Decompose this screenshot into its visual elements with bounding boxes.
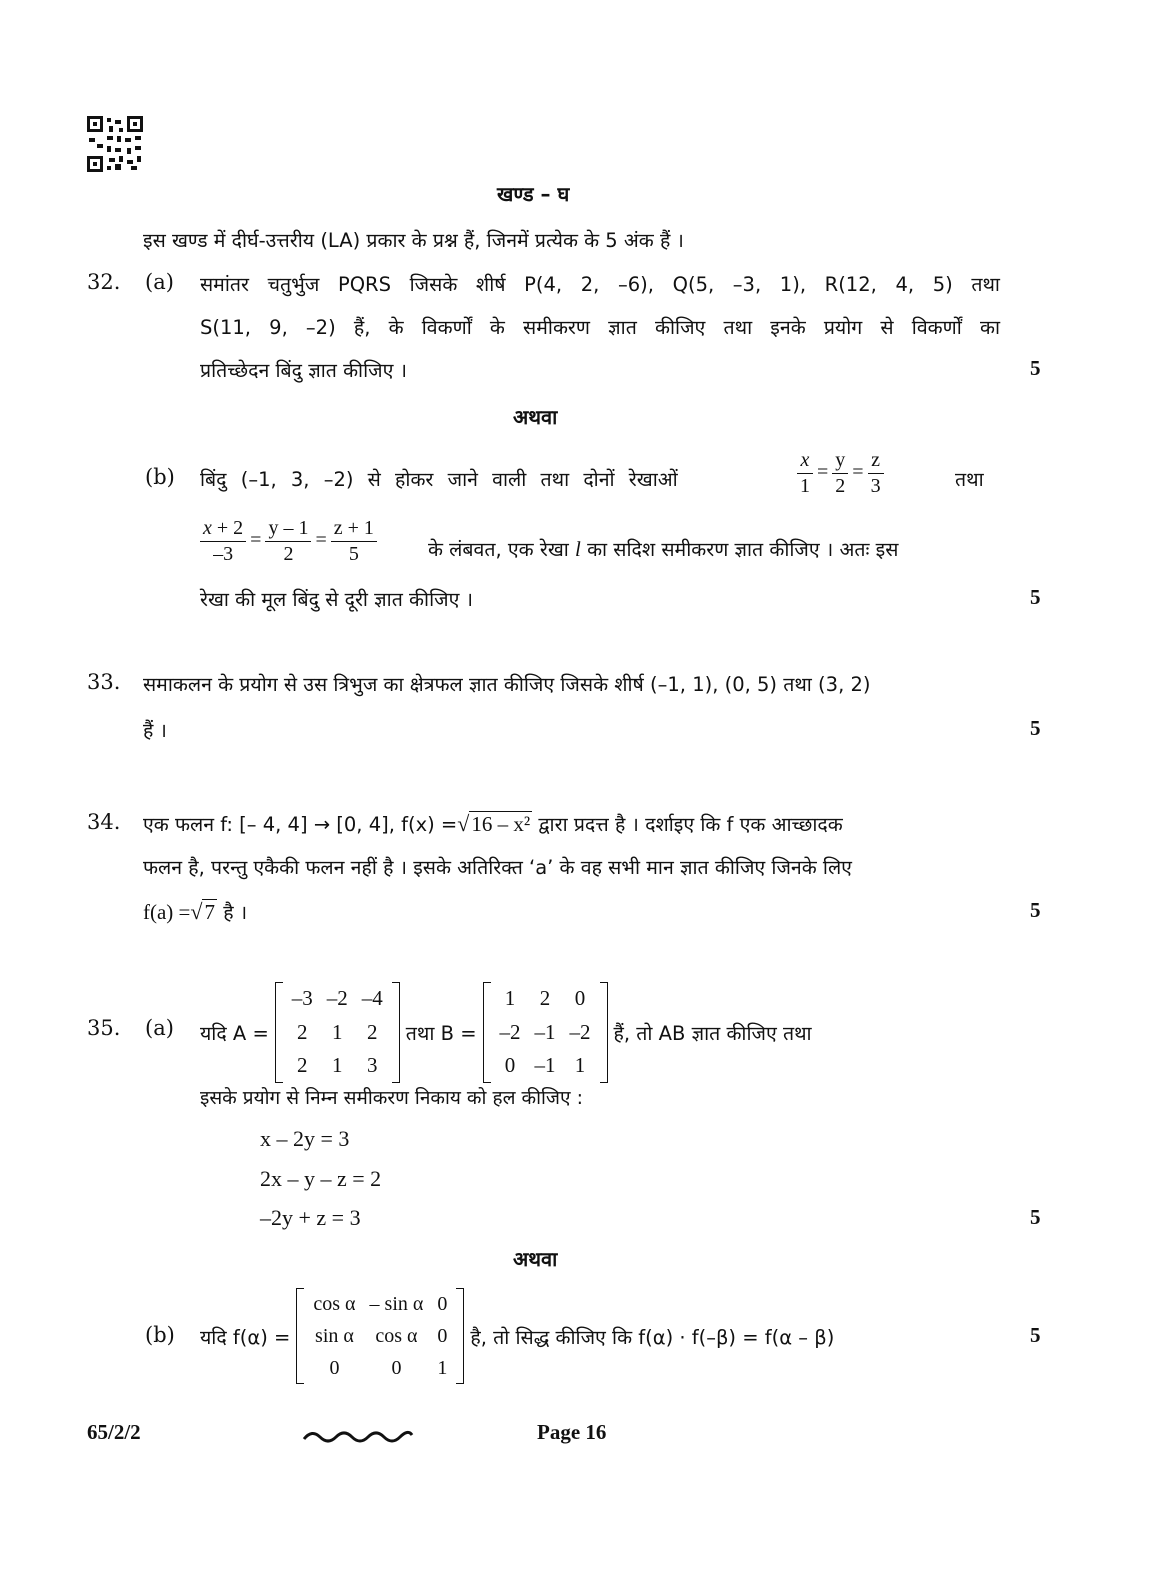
- matrix-cell: 1: [332, 1053, 343, 1077]
- marks: 5: [1030, 898, 1041, 922]
- matrix-cell: – sin α: [369, 1293, 424, 1315]
- q34-line1-pre: एक फलन f: [– 4, 4] → [0, 4], f(x) =: [143, 813, 458, 836]
- equation-1: x – 2y = 3: [260, 1126, 350, 1151]
- matrix-cell: 1: [437, 1357, 448, 1379]
- matrix-cell: –2: [569, 1019, 591, 1044]
- section-intro: इस खण्ड में दीर्घ-उत्तरीय (LA) प्रकार के प्रश्न हैं, जिनमें प्रत्येक के 5 अंक हैं ।: [143, 229, 684, 252]
- matrix-cell: –1: [534, 1053, 556, 1077]
- q35-b-if: यदि f(α) =: [200, 1325, 291, 1349]
- question-number: 35.: [87, 1016, 121, 1040]
- marks: 5: [1030, 716, 1041, 740]
- line2-equation: $\frac{x + 2}{-3}$ = $\frac{y - 1}{2}$ = $\frac{z + 1}{5}$: [196, 516, 381, 567]
- matrix-cell: 0: [329, 1357, 340, 1379]
- matrix-cell: 0: [437, 1293, 448, 1315]
- page-number: Page 16: [537, 1420, 607, 1444]
- matrix-cell: 3: [367, 1053, 378, 1077]
- sqrt-seven: 7: [204, 900, 215, 924]
- matrix-cell: 2: [367, 1019, 378, 1044]
- q32-a-line1: समांतर चतुर्भुज PQRS जिसके शीर्ष P(4, 2, –6), Q(5, –3, 1), R(12, 4, 5) तथा: [200, 273, 1000, 296]
- matrix-b: [483, 982, 608, 1083]
- matrix-cell: cos α: [313, 1293, 356, 1315]
- q34-line3-post: है ।: [223, 901, 248, 924]
- q32-b-line3: रेखा की मूल बिंदु से दूरी ज्ञात कीजिए ।: [200, 588, 473, 611]
- equation-3: –2y + z = 3: [260, 1205, 361, 1230]
- matrix-cell: 0: [391, 1357, 402, 1379]
- qr-code: [87, 116, 143, 172]
- line1-equation: $\frac{x}{1}$ = $\frac{y}{2}$ = $\frac{z}{3}$: [793, 448, 888, 499]
- q32-b-line2-rest: का सदिश समीकरण ज्ञात कीजिए । अतः इस: [587, 538, 899, 561]
- matrix-f-alpha: [296, 1288, 464, 1384]
- matrix-cell: 2: [297, 1053, 308, 1077]
- q35-a-if: यदि A =: [200, 1021, 269, 1045]
- sqrt-expression: 16 – x²: [471, 812, 531, 836]
- q32-a-line2: S(11, 9, –2) हैं, के विकर्णों के समीकरण ज्ञात कीजिए तथा इनके प्रयोग से विकर्णों का: [200, 316, 1000, 339]
- matrix-cell: 1: [332, 1019, 343, 1044]
- matrix-cell: –1: [534, 1019, 556, 1044]
- q33-line2: हैं ।: [143, 719, 167, 742]
- matrix-cell: –2: [499, 1019, 521, 1044]
- marks: 5: [1030, 1323, 1041, 1347]
- marks: 5: [1030, 585, 1041, 609]
- or-label: अथवा: [513, 405, 558, 429]
- q32-b-line1: बिंदु (–1, 3, –2) से होकर जाने वाली तथा दोनों रेखाओं: [200, 468, 678, 491]
- q35-b-post: है, तो सिद्ध कीजिए कि f(α) · f(–β) = f(α – β): [470, 1325, 835, 1349]
- equation-2: 2x – y – z = 2: [260, 1166, 382, 1191]
- q34-line3-pre: f(a) =: [143, 900, 191, 924]
- paper-code: 65/2/2: [87, 1420, 141, 1444]
- q34-line1-post: द्वारा प्रदत्त है । दर्शाइए कि f एक आच्छादक: [538, 813, 843, 836]
- q32-b-tatha: तथा: [955, 468, 984, 491]
- part-label: (b): [145, 465, 175, 489]
- q35-a-tatha: तथा B =: [405, 1021, 477, 1045]
- q34-line2: फलन है, परन्तु एकैकी फलन नहीं है । इसके अतिरिक्त ‘a’ के वह सभी मान ज्ञात कीजिए जिनके लिए: [143, 856, 852, 879]
- matrix-cell: 2: [539, 986, 551, 1010]
- matrix-cell: –4: [361, 986, 383, 1010]
- question-number: 33.: [87, 670, 121, 694]
- wave-icon: [302, 1425, 414, 1447]
- matrix-cell: cos α: [375, 1325, 418, 1347]
- q35-a-post: हैं, तो AB ज्ञात कीजिए तथा: [613, 1021, 812, 1045]
- line-symbol: l: [575, 537, 581, 561]
- q32-b-line2-suffix: के लंबवत, एक रेखा: [428, 538, 569, 561]
- matrix-a: [275, 982, 400, 1083]
- matrix-cell: 0: [574, 986, 586, 1010]
- part-label: (a): [145, 270, 174, 294]
- matrix-cell: 0: [504, 1053, 516, 1077]
- marks: 5: [1030, 356, 1041, 380]
- section-title: खण्ड – घ: [497, 182, 570, 206]
- matrix-cell: 1: [574, 1053, 586, 1077]
- q35-a-line2: इसके प्रयोग से निम्न समीकरण निकाय को हल कीजिए :: [200, 1087, 583, 1109]
- matrix-cell: 2: [297, 1019, 308, 1044]
- matrix-cell: –2: [326, 986, 348, 1010]
- marks: 5: [1030, 1205, 1041, 1229]
- q32-a-line3: प्रतिच्छेदन बिंदु ज्ञात कीजिए ।: [200, 359, 408, 382]
- q33-line1: समाकलन के प्रयोग से उस त्रिभुज का क्षेत्रफल ज्ञात कीजिए जिसके शीर्ष (–1, 1), (0, 5) तथा (3, 2): [143, 673, 871, 696]
- part-label: (b): [145, 1323, 175, 1347]
- question-number: 34.: [87, 810, 121, 834]
- part-label: (a): [145, 1016, 174, 1040]
- matrix-cell: 1: [504, 986, 516, 1010]
- or-label: अथवा: [513, 1247, 558, 1271]
- matrix-cell: –3: [291, 986, 313, 1010]
- question-number: 32.: [87, 270, 121, 294]
- matrix-cell: sin α: [315, 1325, 354, 1347]
- matrix-cell: 0: [437, 1325, 448, 1347]
